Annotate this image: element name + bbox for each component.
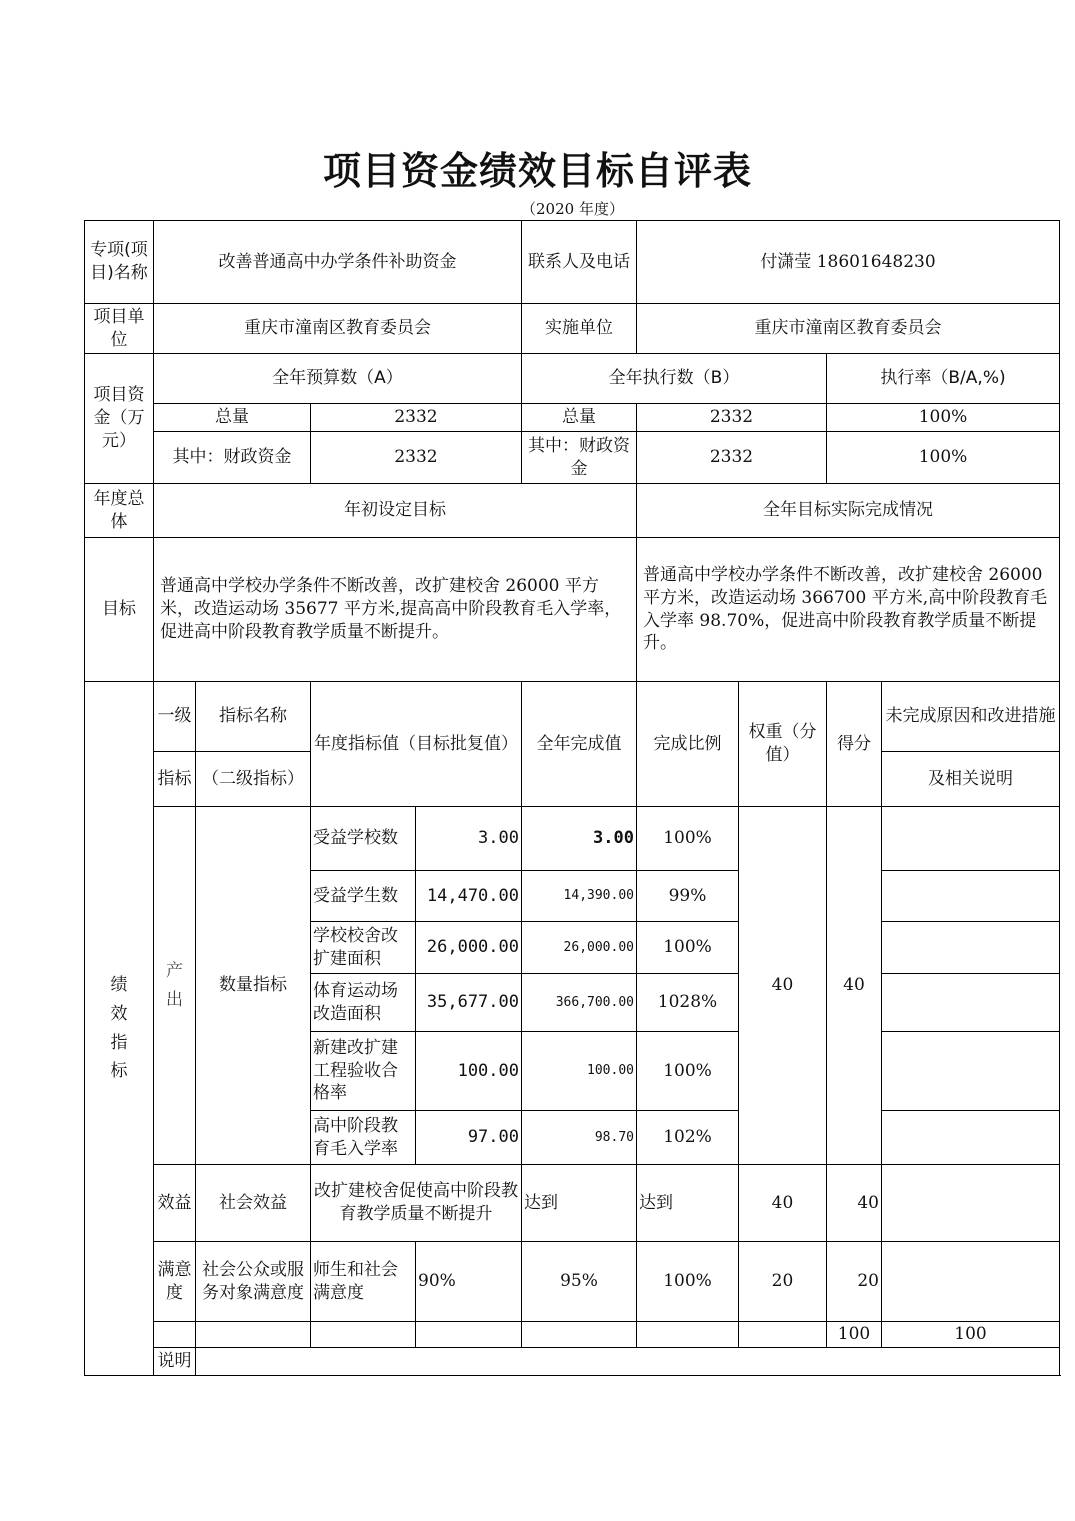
total-empty [637,1322,739,1348]
indicator-name: 新建改扩建工程验收合格率 [311,1032,416,1111]
indicator-target: 14,470.00 [416,871,522,922]
indicator-row [85,807,1060,871]
satisfaction-name: 社会公众或服务对象满意度 [196,1242,311,1322]
contact-label: 联系人及电话 [522,221,637,304]
total-empty [739,1322,827,1348]
year-label: （2020 年度） [521,200,624,218]
project-unit-row [85,304,1060,354]
indicator-reason [882,974,1060,1032]
benefit-reason [882,1165,1060,1242]
funds-total-label-a: 总量 [154,404,311,432]
funds-fiscal-row [85,432,1060,484]
funds-header-row [85,354,1060,404]
funds-total-row [85,404,1060,432]
perf-label: 绩效指标 [85,682,154,1376]
project-name-row [85,221,1060,304]
funds-label: 项目资金（万元） [85,354,154,484]
impl-unit-label: 实施单位 [522,304,637,354]
budget-label: 全年预算数（A） [154,354,522,404]
benefit-score: 40 [827,1165,882,1242]
annual-header-row [85,484,1060,538]
indicator-target: 35,677.00 [416,974,522,1032]
weight-header: 权重（分值） [739,682,827,807]
benefit-name: 社会效益 [196,1165,311,1242]
indicator-actual: 26,000.00 [522,922,637,974]
note-row [85,1348,1060,1376]
satisfaction-level1: 满意度 [154,1242,196,1322]
satisfaction-score: 20 [827,1242,882,1322]
total-empty [416,1322,522,1348]
note-value [196,1348,1060,1376]
satisfaction-sub: 师生和社会满意度 [311,1242,416,1322]
impl-unit-value: 重庆市潼南区教育委员会 [637,304,1060,354]
funds-fiscal-exec: 2332 [637,432,827,484]
level1-header-b: 指标 [154,752,196,807]
annual-set-label: 年初设定目标 [154,484,637,538]
indicator-name: 学校校舍改扩建面积 [311,922,416,974]
contact-value: 付潇莹 18601648230 [637,221,1060,304]
note-label: 说明 [154,1348,196,1376]
satisfaction-row [85,1242,1060,1322]
funds-total-label-b: 总量 [522,404,637,432]
funds-total-budget: 2332 [311,404,522,432]
evaluation-table [84,220,1060,1376]
indicator-ratio: 1028% [637,974,739,1032]
satisfaction-ratio: 100% [637,1242,739,1322]
name-header-a: 指标名称 [196,682,311,752]
indicator-name: 体育运动场改造面积 [311,974,416,1032]
target-label: 目标 [85,538,154,682]
reason-header-b: 及相关说明 [882,752,1060,807]
indicator-reason [882,922,1060,974]
satisfaction-weight: 20 [739,1242,827,1322]
score-header: 得分 [827,682,882,807]
funds-total-rate: 100% [827,404,1060,432]
project-name-value: 改善普通高中办学条件补助资金 [154,221,522,304]
funds-fiscal-rate: 100% [827,432,1060,484]
benefit-target: 改扩建校舍促使高中阶段教育教学质量不断提升 [311,1165,522,1242]
indicator-actual: 3.00 [522,807,637,871]
indicator-target: 3.00 [416,807,522,871]
benefit-weight: 40 [739,1165,827,1242]
output-label: 产出 [154,807,196,1165]
total-score: 100 [882,1322,1060,1348]
actual-text: 普通高中学校办学条件不断改善，改扩建校舍 26000 平方米，改造运动场 366700 平方米,高中阶段教育毛入学率 98.70%，促进高中阶段教育教学质量不断提升。 [637,538,1060,682]
indicator-actual: 14,390.00 [522,871,637,922]
total-empty [522,1322,637,1348]
indicator-name: 受益学生数 [311,871,416,922]
indicator-ratio: 99% [637,871,739,922]
project-unit-label: 项目单位 [85,304,154,354]
project-unit-value: 重庆市潼南区教育委员会 [154,304,522,354]
page-title: 项目资金绩效目标自评表 [322,149,752,193]
funds-fiscal-budget: 2332 [311,432,522,484]
indicator-actual: 100.00 [522,1032,637,1111]
benefit-actual: 达到 [522,1165,637,1242]
indicator-ratio: 100% [637,1032,739,1111]
indicator-reason [882,1032,1060,1111]
actual-header: 全年完成值 [522,682,637,807]
indicator-target: 97.00 [416,1111,522,1165]
benefit-ratio: 达到 [637,1165,739,1242]
indicator-target: 100.00 [416,1032,522,1111]
indicator-actual: 98.70 [522,1111,637,1165]
indicator-ratio: 100% [637,807,739,871]
total-empty [154,1322,196,1348]
reason-header-a: 未完成原因和改进措施 [882,682,1060,752]
rate-label: 执行率（B/A,%) [827,354,1060,404]
indicator-reason [882,1111,1060,1165]
funds-total-exec: 2332 [637,404,827,432]
project-name-label: 专项(项目)名称 [85,221,154,304]
total-empty [196,1322,311,1348]
indicator-ratio: 100% [637,922,739,974]
annual-label: 年度总体 [85,484,154,538]
indicator-actual: 366,700.00 [522,974,637,1032]
satisfaction-reason [882,1242,1060,1322]
funds-fiscal-label-b: 其中：财政资金 [522,432,637,484]
level1-header-a: 一级 [154,682,196,752]
indicator-ratio: 102% [637,1111,739,1165]
funds-fiscal-label-a: 其中：财政资金 [154,432,311,484]
total-row [85,1322,1060,1348]
quantity-score: 40 [827,807,882,1165]
annual-actual-label: 全年目标实际完成情况 [637,484,1060,538]
satisfaction-actual: 95% [522,1242,637,1322]
benefit-row [85,1165,1060,1242]
indicator-name: 高中阶段教育毛入学率 [311,1111,416,1165]
annual-target-row [85,538,1060,682]
benefit-level1: 效益 [154,1165,196,1242]
indicator-target: 26,000.00 [416,922,522,974]
indicator-name: 受益学校数 [311,807,416,871]
indicator-reason [882,807,1060,871]
name-header-b: （二级指标） [196,752,311,807]
exec-label: 全年执行数（B） [522,354,827,404]
indicator-reason [882,871,1060,922]
ratio-header: 完成比例 [637,682,739,807]
quantity-weight: 40 [739,807,827,1165]
satisfaction-target: 90% [416,1242,522,1322]
target-header: 年度指标值（目标批复值） [311,682,522,807]
total-empty [311,1322,416,1348]
total-weight: 100 [827,1322,882,1348]
target-text: 普通高中学校办学条件不断改善，改扩建校舍 26000 平方米，改造运动场 35677 平方米,提高高中阶段教育毛入学率，促进高中阶段教育教学质量不断提升。 [154,538,637,682]
quantity-label: 数量指标 [196,807,311,1165]
perf-header-row-1 [85,682,1060,752]
